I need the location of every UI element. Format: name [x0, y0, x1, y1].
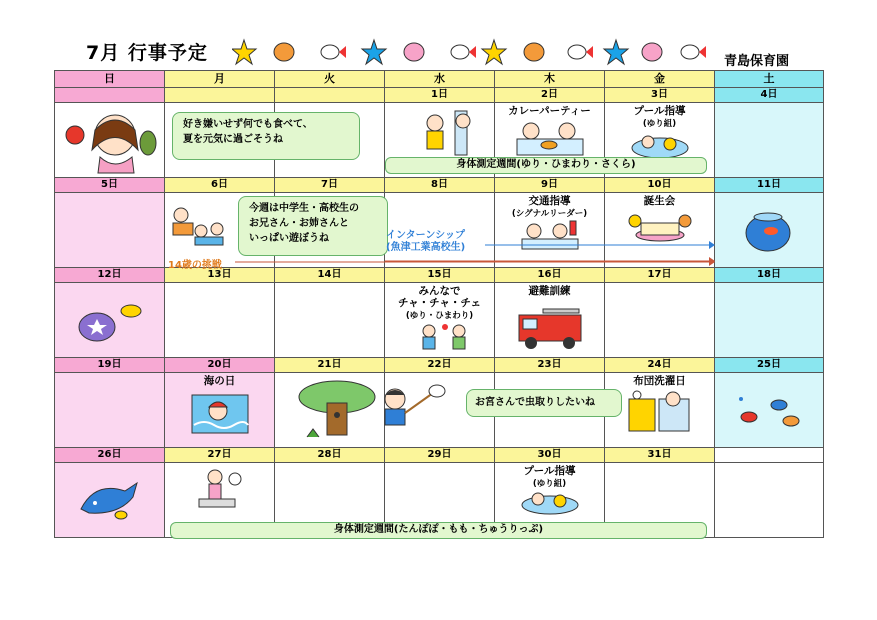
star-icon [482, 40, 506, 64]
day-body [165, 373, 275, 448]
weekday-sun: 日 [55, 71, 165, 88]
date-cell: 26日 [55, 448, 165, 463]
weekday-thu: 木 [495, 71, 605, 88]
day-body [275, 373, 385, 448]
height-measure-icon [413, 107, 483, 159]
day-body [605, 283, 715, 358]
date-cell: 8日 [385, 178, 495, 193]
star-icon [362, 40, 386, 64]
bubble-2-line2: お兄さん・お姉さんと [249, 218, 349, 229]
birthday-cake-icon [627, 209, 693, 243]
tree-icon [297, 379, 377, 441]
fish-icon [451, 45, 476, 59]
bubble-2-line1: 今週は中学生・高校生の [249, 203, 359, 214]
date-cell: 10日 [605, 178, 715, 193]
challenge-arrow [235, 255, 715, 269]
dolphin-icon [75, 475, 145, 525]
page-title: 7月 行事予定 [86, 42, 208, 64]
bubble-1-line2: 夏を元気に過ごそうね [183, 134, 283, 145]
day-body [715, 463, 824, 538]
goldfish-bowl-icon [743, 209, 793, 253]
date-cell: 21日 [275, 358, 385, 373]
week-4-dates [55, 358, 824, 373]
day-body [715, 283, 824, 358]
day-body [715, 103, 824, 178]
event-chacha-line2: チャ・チャ・チェ [397, 297, 482, 309]
date-cell: 27日 [165, 448, 275, 463]
children-dancing-icon [415, 323, 475, 355]
event-birthday: 誕生会 [643, 195, 676, 207]
date-cell: 18日 [715, 268, 824, 283]
speech-bubble-3: お宮さんで虫取りしたいね [466, 389, 622, 417]
weekday-fri: 金 [605, 71, 715, 88]
day-body [715, 373, 824, 448]
event-pool-2: プール指導 [523, 465, 576, 477]
event-umi: 海の日 [203, 375, 236, 387]
date-cell: 19日 [55, 358, 165, 373]
date-cell: 3日 [605, 88, 715, 103]
day-body [55, 103, 165, 178]
date-cell: 1日 [385, 88, 495, 103]
date-cell: 25日 [715, 358, 824, 373]
octopus-icon [524, 43, 544, 61]
date-cell [55, 88, 165, 103]
futon-washing-icon [625, 389, 695, 437]
day-body [385, 283, 495, 358]
date-cell: 30日 [495, 448, 605, 463]
day-body [275, 283, 385, 358]
weekday-sat: 土 [715, 71, 824, 88]
octopus-icon [642, 43, 662, 61]
fish-icon [681, 45, 706, 59]
date-cell: 29日 [385, 448, 495, 463]
date-cell: 17日 [605, 268, 715, 283]
fish-icon [568, 45, 593, 59]
date-cell: 4日 [715, 88, 824, 103]
week-3-body [55, 283, 824, 358]
speech-bubble-2 [238, 196, 388, 256]
star-icon [232, 40, 256, 64]
date-cell: 12日 [55, 268, 165, 283]
date-cell: 13日 [165, 268, 275, 283]
fire-truck-icon [515, 307, 585, 351]
girl-eating-icon [60, 105, 160, 175]
day-body [715, 193, 824, 268]
calendar-table [54, 70, 824, 538]
day-body [55, 463, 165, 538]
day-body [165, 283, 275, 358]
event-curry: カレーパーティー [508, 105, 591, 117]
header-decoration [232, 38, 712, 70]
bubble-1-line1: 好き嫌いせず何でも食べて、 [183, 119, 313, 130]
day-body [55, 373, 165, 448]
weekday-wed: 水 [385, 71, 495, 88]
event-evac: 避難訓練 [528, 285, 571, 297]
children-playing-icon [167, 205, 227, 247]
date-cell: 31日 [605, 448, 715, 463]
event-futon: 布団洗濯日 [633, 375, 686, 387]
event-pool-1: プール指導 [633, 105, 686, 117]
date-cell: 23日 [495, 358, 605, 373]
date-cell: 28日 [275, 448, 385, 463]
fish-icon [321, 45, 346, 59]
star-icon [604, 40, 628, 64]
internship-label: インターンシップ [386, 230, 465, 241]
date-cell: 15日 [385, 268, 495, 283]
date-cell [275, 88, 385, 103]
day-body [55, 283, 165, 358]
event-pool-1-sub: (ゆり組) [642, 119, 677, 129]
pool-icon [630, 130, 690, 160]
swimming-child-icon [190, 391, 250, 437]
date-cell: 20日 [165, 358, 275, 373]
octopus-icon [274, 43, 294, 61]
event-chacha-line1: みんなで [418, 285, 461, 297]
weekday-header-row [55, 71, 824, 88]
date-cell [165, 88, 275, 103]
date-cell: 24日 [605, 358, 715, 373]
fish-school-icon [735, 393, 815, 433]
measure-week-bar-1: 身体測定週間(ゆり・ひまわり・さくら) [385, 157, 707, 174]
date-cell: 11日 [715, 178, 824, 193]
date-cell: 5日 [55, 178, 165, 193]
measure-week-bar-2: 身体測定週間(たんぽぽ・もも・ちゅうりっぷ) [170, 522, 707, 539]
curry-party-icon [515, 119, 585, 159]
date-cell: 7日 [275, 178, 385, 193]
seashell-icon [69, 297, 149, 347]
weekday-tue: 火 [275, 71, 385, 88]
week-2-dates [55, 178, 824, 193]
weighing-scale-icon [193, 465, 243, 511]
internship-sub: (魚津工業高校生) [386, 242, 466, 253]
week-4-body [55, 373, 824, 448]
bug-catching-boy-icon [369, 379, 449, 441]
date-cell: 6日 [165, 178, 275, 193]
date-cell: 22日 [385, 358, 495, 373]
octopus-icon [404, 43, 424, 61]
date-cell: 2日 [495, 88, 605, 103]
weekday-mon: 月 [165, 71, 275, 88]
event-traffic: 交通指導 [528, 195, 571, 207]
date-cell [715, 448, 824, 463]
week-5-dates [55, 448, 824, 463]
day-body [495, 283, 605, 358]
date-cell: 9日 [495, 178, 605, 193]
pool-icon [520, 489, 580, 515]
event-traffic-sub: (シグナルリーダー) [511, 209, 588, 219]
date-cell: 14日 [275, 268, 385, 283]
speech-bubble-1 [172, 112, 360, 160]
date-cell: 16日 [495, 268, 605, 283]
event-chacha-sub: (ゆり・ひまわり) [405, 311, 474, 321]
day-body [55, 193, 165, 268]
organization-name: 青島保育園 [724, 54, 790, 69]
challenge-label: 14歳の挑戦 [168, 260, 222, 271]
bubble-2-line3: いっぱい遊ぼうね [249, 233, 329, 244]
week-1-dates [55, 88, 824, 103]
event-pool-2-sub: (ゆり組) [532, 479, 567, 489]
